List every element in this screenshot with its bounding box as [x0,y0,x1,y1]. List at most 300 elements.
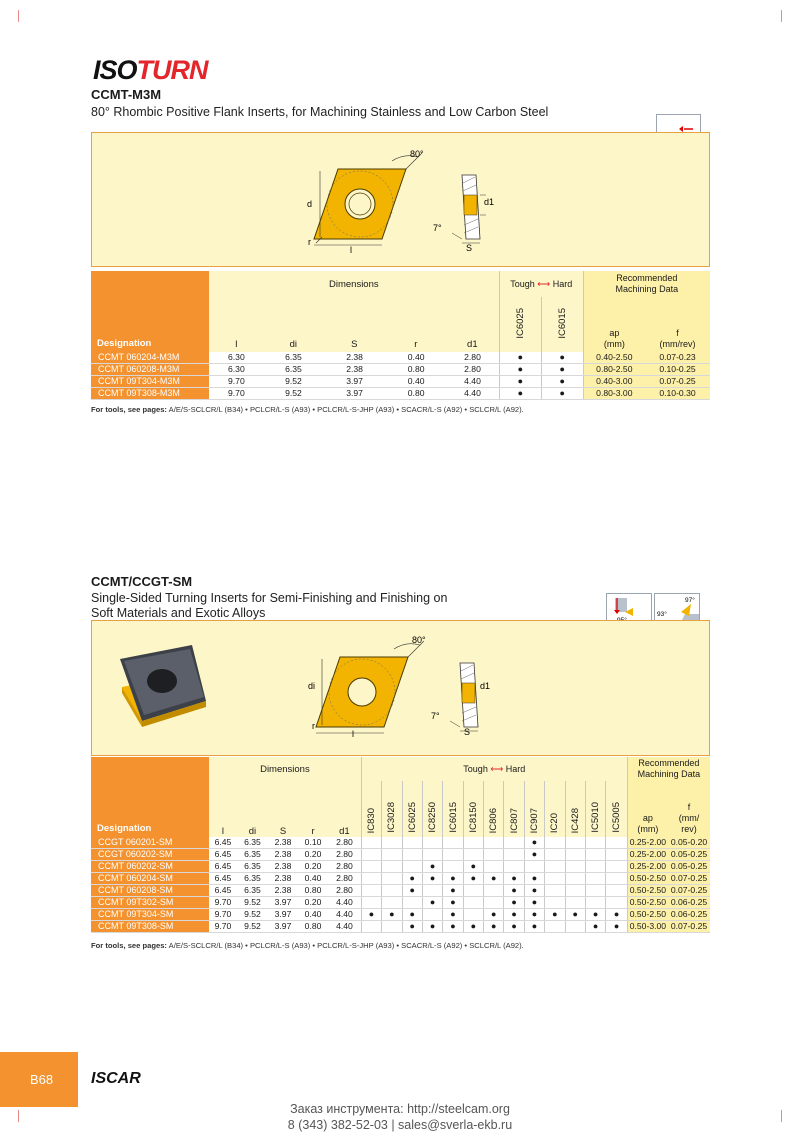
grade-availability-cell [361,861,381,873]
dimension-cell: 4.40 [446,388,499,400]
dimension-cell: 2.38 [268,873,298,885]
grade-label: IC20 [549,812,561,833]
grade-availability-cell [382,849,402,861]
dimension-cell: 9.70 [209,909,237,921]
grade-availability-cell: ● [443,873,463,885]
grade-availability-cell [361,921,381,933]
grade-availability-cell: ● [499,388,541,400]
grade-availability-cell [402,849,422,861]
grade-availability-cell: ● [524,921,544,933]
section2-subtitle-line2: Soft Materials and Exotic Alloys [91,606,266,620]
grade-availability-cell: ● [565,909,585,921]
dimension-cell: 0.40 [386,352,446,364]
designation-cell: CCMT 09T308-M3M [91,388,209,400]
grade-availability-cell [524,861,544,873]
d1-label: d1 [484,197,495,207]
f-cell: 0.05-0.25 [668,849,710,861]
grade-header [382,781,402,837]
grade-label: IC8250 [427,802,439,833]
section2-spec-table [91,757,710,933]
grade-availability-cell: ● [499,376,541,388]
grade-availability-cell: ● [524,885,544,897]
dimension-cell: 2.80 [446,364,499,376]
designation-header: Designation [91,271,209,352]
dimension-cell: 4.40 [328,897,361,909]
grade-availability-cell: ● [422,861,442,873]
f-cell: 0.10-0.25 [645,364,710,376]
grade-availability-cell [422,885,442,897]
grade-availability-cell [565,837,585,849]
dimension-cell: 3.97 [268,897,298,909]
ap-cell: 0.25-2.00 [627,849,668,861]
grade-availability-cell: ● [504,909,524,921]
dimension-cell: 6.35 [237,885,268,897]
grade-availability-cell [585,837,605,849]
grade-availability-cell [443,861,463,873]
grade-availability-cell: ● [484,921,504,933]
grade-availability-cell: ● [585,921,605,933]
grade-availability-cell [565,885,585,897]
grade-availability-cell: ● [463,873,483,885]
svg-text:di: di [308,681,316,691]
grade-availability-cell [463,837,483,849]
dimension-cell: 9.70 [209,921,237,933]
grade-header: IC6015 [541,297,583,352]
grade-label: IC907 [529,807,540,833]
col-d1-header: d1 [467,339,478,350]
table-row [91,388,710,400]
grade-availability-cell [361,897,381,909]
dimension-cell: 9.52 [264,376,323,388]
grade-availability-cell [463,885,483,897]
svg-text:d1: d1 [480,681,491,691]
logo-part-turn: TURN [136,55,208,85]
f-cell: 0.05-0.25 [668,861,710,873]
grade-availability-cell [484,837,504,849]
dimension-cell: 0.10 [298,837,328,849]
grade-header [606,781,627,837]
col-d1-header: d1 [328,781,361,837]
col-s-header: S [351,339,358,350]
ap-cell: 0.40-3.00 [583,376,645,388]
grade-availability-cell [484,885,504,897]
grade-availability-cell [606,873,627,885]
col-s-header: S [268,781,298,837]
section1-spec-table [91,271,710,400]
ap-cell: 0.25-2.00 [627,837,668,849]
dimensions-header: Dimensions [209,757,361,781]
recommended-label: Recommended [616,273,678,283]
section1-drawing-panel [91,132,710,267]
dimension-cell: 6.45 [209,837,237,849]
grade-availability-cell: ● [402,885,422,897]
grade-availability-cell [585,897,605,909]
dimension-cell: 2.80 [328,849,361,861]
grade-availability-cell [382,885,402,897]
grade-availability-cell [382,921,402,933]
dimension-cell: 9.70 [209,897,237,909]
dimension-cell: 3.97 [323,388,386,400]
grade-label: IC5010 [590,802,602,833]
grade-availability-cell [463,909,483,921]
grade-availability-cell: ● [541,376,583,388]
ap-cell: 0.80-3.00 [583,388,645,400]
ap-cell: 0.80-2.50 [583,364,645,376]
grade-availability-cell: ● [524,849,544,861]
grade-availability-cell [545,849,565,861]
grade-availability-cell [504,849,524,861]
dimension-cell: 9.70 [209,388,264,400]
table-row [91,837,710,849]
dims-spacer [209,297,500,352]
dimension-cell: 9.70 [209,376,264,388]
dimension-cell: 2.38 [268,885,298,897]
s-label: S [466,243,473,253]
grade-availability-cell: ● [504,921,524,933]
f-cell: 0.07-0.25 [668,873,710,885]
table-row [91,364,710,376]
dimension-cell: 3.97 [323,376,386,388]
section2-tools-note: For tools, see pages: A/E/S-SCLCR/L (B34) • PCLCR/L-S (A93) • PCLCR/L-S-JHP (A93) • SCACR/L-S (A92) • SCLCR/L (A92). [91,941,524,950]
r-label: r [308,237,311,247]
table-row [91,873,710,885]
d-label: d [307,199,313,209]
designation-header: Designation [91,757,209,837]
grade-header [422,781,442,837]
recommended-header [583,271,710,297]
grade-availability-cell: ● [504,885,524,897]
grade-label: IC830 [366,807,377,833]
grade-availability-cell [545,897,565,909]
grade-availability-cell [463,849,483,861]
crop-mark [781,10,782,22]
dimension-cell: 2.80 [328,873,361,885]
grade-label: IC5005 [611,802,623,833]
dimension-cell: 0.80 [386,388,446,400]
l-label: l [350,245,352,255]
grade-availability-cell [382,861,402,873]
tough-hard-header [499,271,583,297]
clearance-label: 7° [433,223,442,233]
grade-availability-cell [565,897,585,909]
dimension-cell: 6.35 [264,364,323,376]
section1-title: CCMT-M3M [91,87,162,102]
svg-text:97°: 97° [685,597,695,604]
grade-availability-cell: ● [402,909,422,921]
grade-availability-cell [422,837,442,849]
f-cell: 0.07-0.25 [668,921,710,933]
table-row [91,921,710,933]
grade-availability-cell: ● [585,909,605,921]
grade-header [565,781,585,837]
col-l-header: l [235,339,238,350]
grade-availability-cell: ● [422,897,442,909]
section2-title: CCMT/CCGT-SM [91,574,193,589]
grade-header [545,781,565,837]
ap-cell: 0.50-2.50 [627,897,668,909]
grade-availability-cell [422,849,442,861]
grade-availability-cell [606,861,627,873]
grade-availability-cell: ● [402,873,422,885]
footer-line2: 8 (343) 382-52-03 | sales@sverla-ekb.ru [287,1118,513,1132]
grade-availability-cell: ● [504,897,524,909]
grade-availability-cell: ● [443,909,463,921]
table-row [91,897,710,909]
dimension-cell: 4.40 [446,376,499,388]
dimension-cell: 3.97 [268,921,298,933]
dimension-cell: 9.52 [237,921,268,933]
designation-cell: CCMT 09T302-SM [91,897,209,909]
logo-part-iso: ISO [93,55,137,85]
dimension-cell: 6.35 [264,352,323,364]
grade-availability-cell [545,885,565,897]
tough-hard-header [361,757,627,781]
dimension-cell: 6.45 [209,873,237,885]
tough-label: Tough [510,278,535,289]
section2-drawing-panel [91,620,710,756]
designation-cell: CCMT 09T308-SM [91,921,209,933]
hard-label: Hard [505,763,526,774]
recommended-header: Recommended Machining Data [627,757,710,781]
grade-availability-cell [402,837,422,849]
grade-availability-cell: ● [524,897,544,909]
grade-availability-cell [382,873,402,885]
dimension-cell: 2.38 [268,837,298,849]
section1-subtitle: 80° Rhombic Positive Flank Inserts, for Machining Stainless and Low Carbon Steel [91,105,549,119]
designation-cell: CCMT 060208-M3M [91,364,209,376]
dimension-cell: 6.35 [237,837,268,849]
grade-availability-cell: ● [504,873,524,885]
grade-availability-cell [606,885,627,897]
dimension-cell: 0.40 [298,873,328,885]
grade-availability-cell [402,861,422,873]
dimension-cell: 0.40 [386,376,446,388]
ap-cell: 0.50-3.00 [627,921,668,933]
f-cell: 0.06-0.25 [668,909,710,921]
grade-availability-cell [565,921,585,933]
dimension-cell: 0.40 [298,909,328,921]
isoturn-logo [93,56,208,84]
designation-cell: CCMT 060208-SM [91,885,209,897]
grade-availability-cell [504,837,524,849]
dimensions-header: Dimensions [209,271,500,297]
dimension-cell: 6.45 [209,861,237,873]
grade-availability-cell [545,837,565,849]
grade-availability-cell [606,897,627,909]
grade-availability-cell [443,849,463,861]
insert-drawing [92,133,709,266]
dimension-cell: 6.30 [209,352,264,364]
grade-availability-cell: ● [606,909,627,921]
dimension-cell: 0.20 [298,849,328,861]
f-header: f (mm/ rev) [668,781,710,837]
grade-availability-cell [585,849,605,861]
grade-availability-cell: ● [524,873,544,885]
col-l-header: l [209,781,237,837]
table-row [91,885,710,897]
tough-label: Tough [463,763,488,774]
designation-cell: CCGT 060201-SM [91,837,209,849]
designation-cell: CCMT 09T304-SM [91,909,209,921]
section1-tools-note: For tools, see pages: A/E/S-SCLCR/L (B34) • PCLCR/L-S (A93) • PCLCR/L-S-JHP (A93) • SCACR/L-S (A92) • SCLCR/L (A92). [91,405,524,414]
grade-header [504,781,524,837]
table-row [91,849,710,861]
grade-availability-cell: ● [524,837,544,849]
grade-header [524,781,544,837]
ap-cell: 0.40-2.50 [583,352,645,364]
grade-availability-cell: ● [541,388,583,400]
grade-availability-cell [361,837,381,849]
grade-availability-cell [361,849,381,861]
dimension-cell: 2.38 [323,364,386,376]
insert-3d-icon [120,645,206,727]
dimension-cell: 6.45 [209,849,237,861]
f-cell: 0.05-0.20 [668,837,710,849]
grade-availability-cell: ● [361,909,381,921]
grade-availability-cell [565,861,585,873]
iscar-brand: ISCAR [91,1070,141,1087]
grade-availability-cell: ● [443,885,463,897]
table-row [91,861,710,873]
insert-drawing [92,621,709,755]
machining-data-label: Machining Data [615,284,679,294]
ap-cell: 0.25-2.00 [627,861,668,873]
grade-availability-cell [402,897,422,909]
ap-header: ap (mm) [583,297,645,352]
dimension-cell: 3.97 [268,909,298,921]
grade-availability-cell: ● [463,861,483,873]
grade-header: IC6025 [499,297,541,352]
dimension-cell: 2.80 [328,861,361,873]
designation-cell: CCGT 060202-SM [91,849,209,861]
dimension-cell: 9.52 [264,388,323,400]
grade-header [402,781,422,837]
grade-availability-cell [585,885,605,897]
grade-label: IC428 [569,807,581,833]
dimension-cell: 0.80 [386,364,446,376]
grade-availability-cell [585,873,605,885]
grade-availability-cell: ● [463,921,483,933]
f-cell: 0.10-0.30 [645,388,710,400]
grade-header [361,781,381,837]
grade-availability-cell [585,861,605,873]
col-r-header: r [298,781,328,837]
dimension-cell: 6.35 [237,873,268,885]
dimension-cell: 2.38 [323,352,386,364]
grade-availability-cell [545,873,565,885]
grade-availability-cell [484,861,504,873]
grade-availability-cell [484,897,504,909]
f-cell: 0.07-0.25 [668,885,710,897]
grade-label: IC8150 [467,802,479,833]
dimension-cell: 2.38 [268,861,298,873]
designation-cell: CCMT 060204-M3M [91,352,209,364]
grade-availability-cell [382,837,402,849]
grade-availability-cell: ● [402,921,422,933]
col-di-header: di [237,781,268,837]
grade-label: IC6015 [447,802,459,833]
col-di-header: di [289,339,298,350]
svg-text:7°: 7° [431,711,440,721]
designation-cell: CCMT 060204-SM [91,873,209,885]
grade-availability-cell: ● [422,873,442,885]
svg-text:80°: 80° [412,635,426,645]
ap-cell: 0.50-2.50 [627,909,668,921]
dimension-cell: 6.30 [209,364,264,376]
grade-availability-cell: ● [541,364,583,376]
f-cell: 0.07-0.25 [645,376,710,388]
f-cell: 0.07-0.23 [645,352,710,364]
grade-availability-cell [504,861,524,873]
grade-header [463,781,483,837]
dimension-cell: 4.40 [328,921,361,933]
grade-availability-cell [545,861,565,873]
f-header: f (mm/rev) [645,297,710,352]
dimension-cell: 0.80 [298,921,328,933]
grade-availability-cell [606,837,627,849]
svg-text:S: S [464,727,471,737]
grade-availability-cell [443,837,463,849]
dimension-cell: 2.80 [328,837,361,849]
dimension-cell: 0.80 [298,885,328,897]
grade-availability-cell [545,921,565,933]
dimension-cell: 2.38 [268,849,298,861]
grade-label: IC806 [488,807,500,833]
dimension-cell: 2.80 [446,352,499,364]
dimension-cell: 6.35 [237,849,268,861]
grade-availability-cell [565,873,585,885]
dimension-cell: 9.52 [237,897,268,909]
dimension-cell: 0.20 [298,861,328,873]
grade-availability-cell [422,909,442,921]
dimension-cell: 9.52 [237,909,268,921]
page-number: B68 [30,1072,54,1087]
grade-availability-cell [565,849,585,861]
hard-label: Hard [552,278,573,289]
grade-label: IC6025 [406,802,418,833]
grade-availability-cell [484,849,504,861]
grade-availability-cell [606,849,627,861]
grade-availability-cell: ● [484,909,504,921]
col-r-header: r [414,339,418,350]
grade-availability-cell: ● [484,873,504,885]
grade-availability-cell [463,897,483,909]
tough-hard-arrow-icon: ⟷ [490,763,504,774]
grade-header [443,781,463,837]
dimension-cell: 6.45 [209,885,237,897]
grade-availability-cell: ● [541,352,583,364]
grade-availability-cell [361,885,381,897]
grade-availability-cell: ● [382,909,402,921]
table-row [91,352,710,364]
dimension-cell: 4.40 [328,909,361,921]
grade-availability-cell: ● [443,897,463,909]
dimension-cell: 2.80 [328,885,361,897]
grade-availability-cell [382,897,402,909]
ap-cell: 0.50-2.50 [627,885,668,897]
grade-label: IC3028 [386,802,398,833]
ap-header: ap (mm) [627,781,668,837]
svg-text:93°: 93° [657,611,667,618]
crop-mark [18,10,19,22]
svg-text:l: l [352,729,354,739]
ap-cell: 0.50-2.50 [627,873,668,885]
f-cell: 0.06-0.25 [668,897,710,909]
footer-line1: Заказ инструмента: http://steelcam.org [290,1102,510,1116]
grade-header [585,781,605,837]
grade-availability-cell [361,873,381,885]
dimension-cell: 0.20 [298,897,328,909]
